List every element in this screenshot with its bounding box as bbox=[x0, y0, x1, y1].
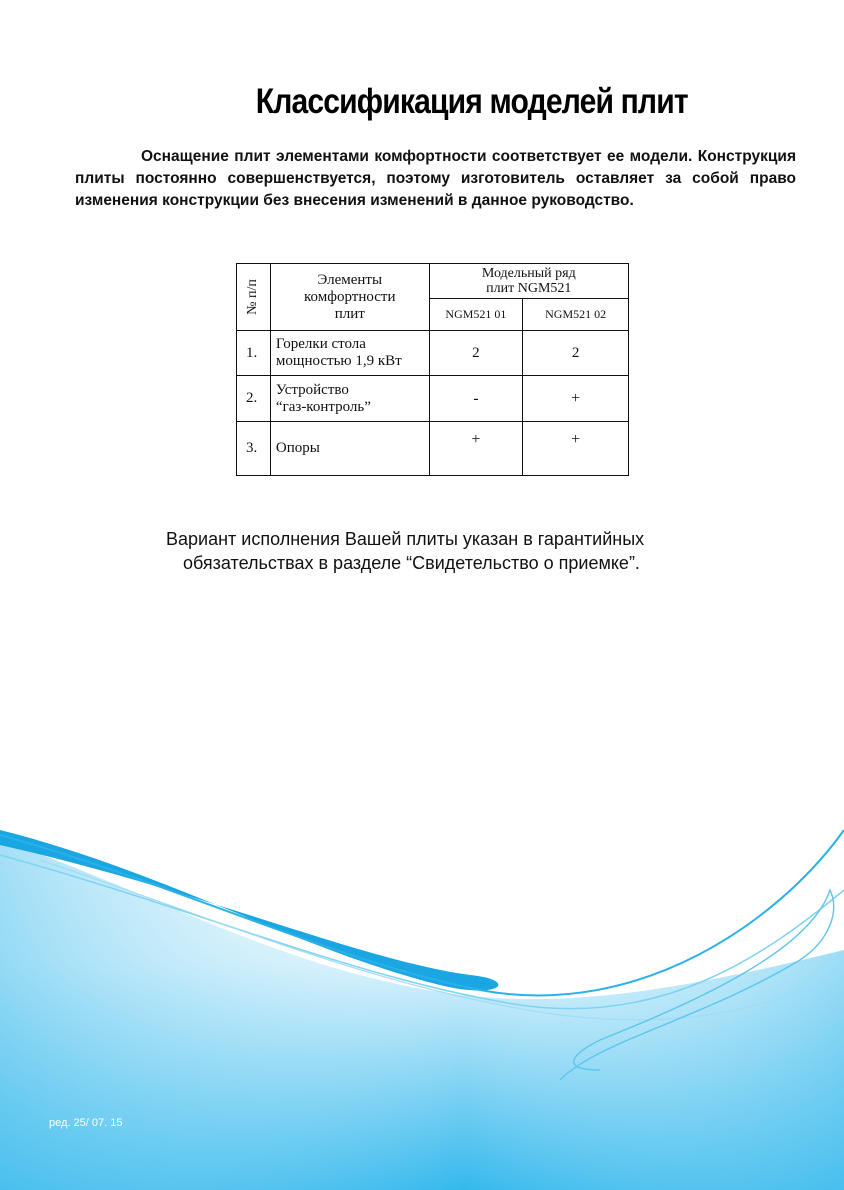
row-value-model-2: + bbox=[523, 376, 629, 422]
header-elements-line3: плит bbox=[334, 305, 365, 322]
comfort-elements-table bbox=[236, 263, 629, 476]
header-model-1: NGM521 01 bbox=[429, 299, 523, 331]
intro-paragraph: Оснащение плит элементами комфортности соответствует ее модели. Конструкция плиты постоянно совершенствуется, поэтому изготовитель оставляет за собой право изменения конструкции без внесения изменений в данное руководство. bbox=[75, 148, 796, 209]
row-value-model-1: - bbox=[429, 376, 523, 422]
row-number: 2. bbox=[237, 376, 271, 422]
row-number: 3. bbox=[237, 422, 271, 476]
table-row bbox=[237, 422, 629, 476]
page-title: Классификация моделей плит bbox=[255, 82, 688, 121]
row-element-line1: Опоры bbox=[275, 440, 320, 456]
header-model-2: NGM521 02 bbox=[523, 299, 629, 331]
row-element-line2: мощностью 1,9 кВт bbox=[275, 353, 402, 369]
revision-footer: ред. 25/ 07. 15 bbox=[49, 1117, 123, 1129]
row-value-model-1: 2 bbox=[429, 331, 523, 376]
table-row bbox=[237, 331, 629, 376]
variant-note-line2: обязательствах в разделе “Свидетельство о приемке”. bbox=[183, 553, 640, 573]
row-element-line1: Устройство bbox=[275, 381, 349, 398]
row-number: 1. bbox=[237, 331, 271, 376]
row-value-model-2: + bbox=[523, 422, 629, 476]
row-element-name bbox=[270, 422, 429, 476]
row-element-name bbox=[270, 331, 429, 376]
header-elements-line1: Элементы bbox=[317, 271, 383, 288]
variant-note-line1: Вариант исполнения Вашей плиты указан в гарантийных bbox=[166, 529, 645, 549]
table-header-row bbox=[237, 264, 629, 299]
row-element-name bbox=[270, 376, 429, 422]
table-row bbox=[237, 376, 629, 422]
decorative-wave-graphic bbox=[0, 800, 844, 1190]
header-elements-line2: комфортности bbox=[304, 288, 396, 305]
row-element-line1: Горелки стола bbox=[275, 336, 366, 352]
header-series-line2: плит NGM521 bbox=[486, 281, 572, 296]
header-elements-cell bbox=[270, 264, 429, 331]
header-number: № п/п bbox=[245, 279, 261, 315]
header-series-cell bbox=[429, 264, 628, 299]
row-value-model-2: 2 bbox=[523, 331, 629, 376]
header-series-line1: Модельный ряд bbox=[481, 266, 576, 281]
row-value-model-1: + bbox=[429, 422, 523, 476]
header-number-cell bbox=[237, 264, 271, 331]
row-element-line2: “газ-контроль” bbox=[275, 398, 371, 415]
